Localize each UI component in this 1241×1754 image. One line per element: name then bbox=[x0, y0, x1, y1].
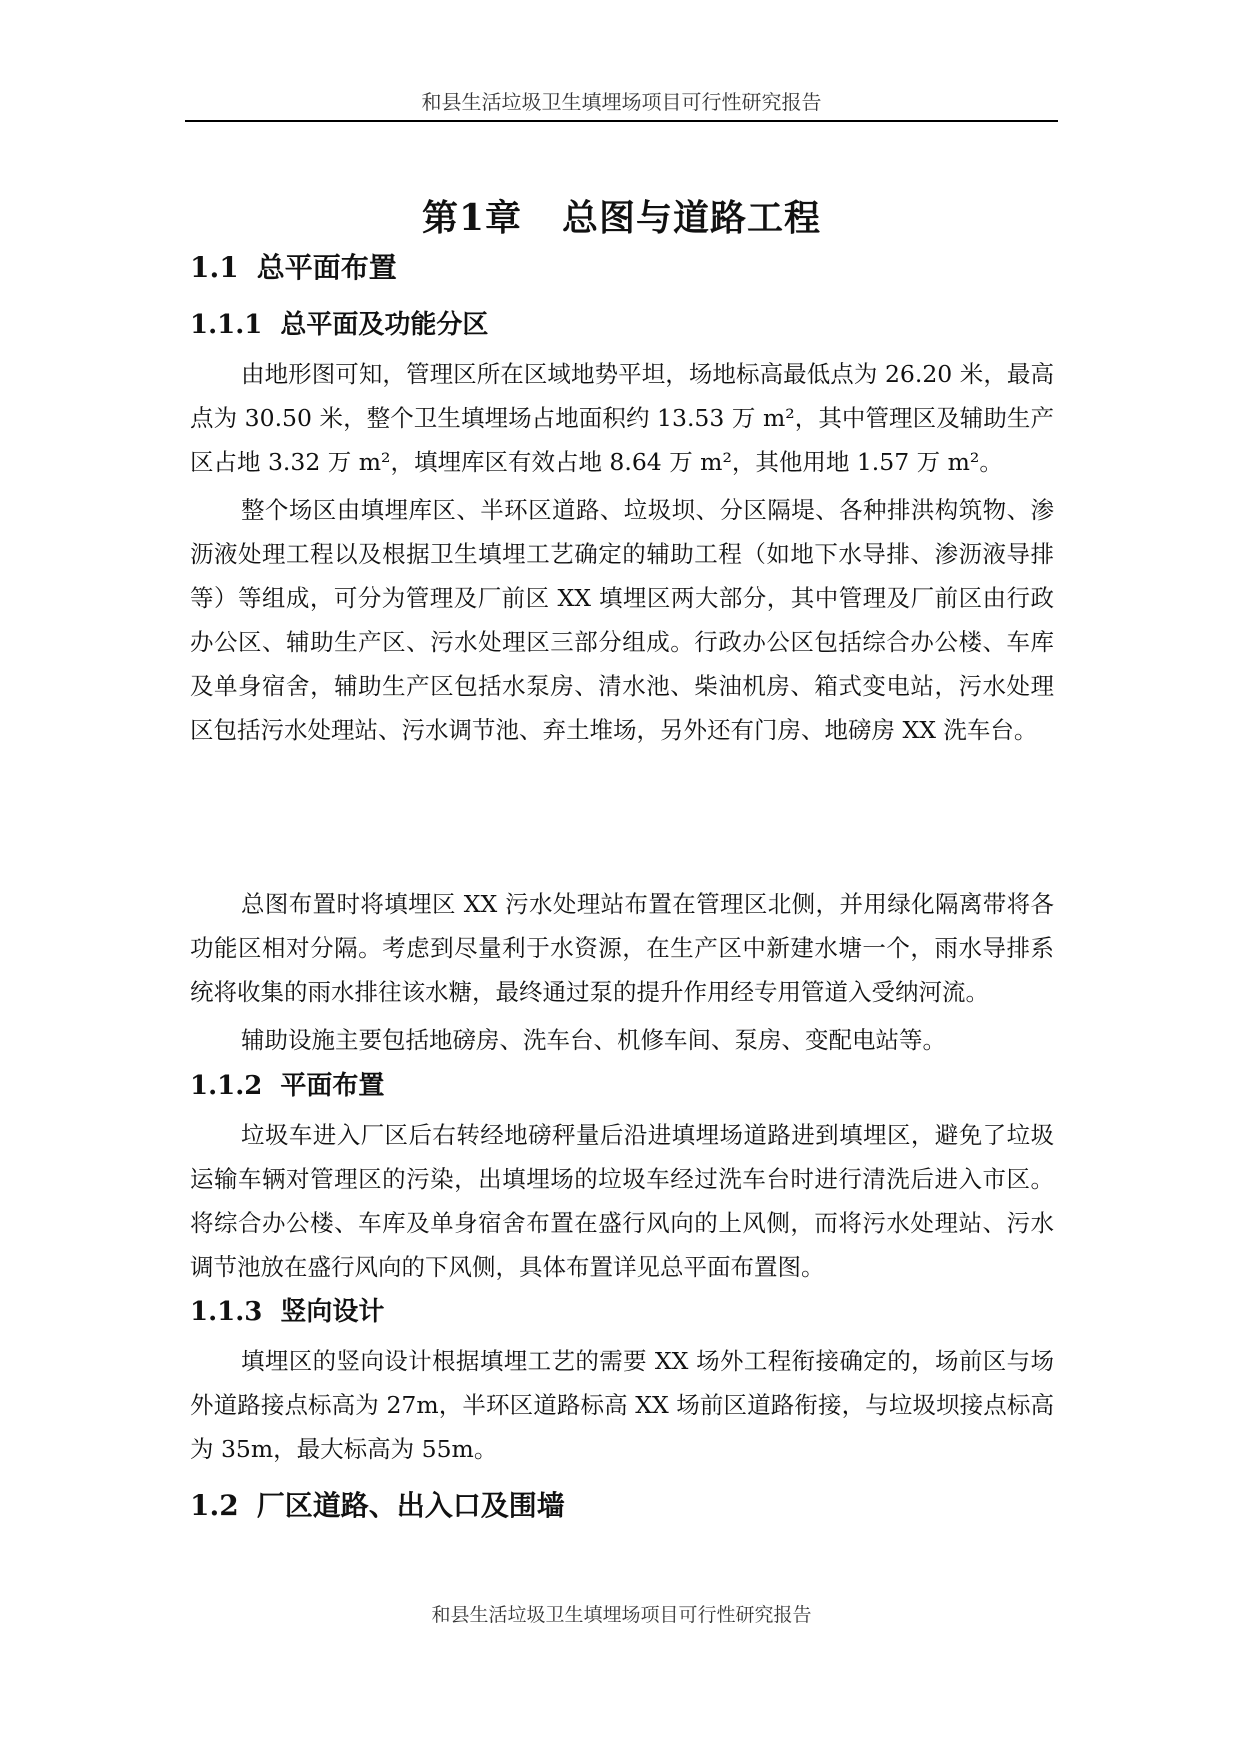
section-title: 平面布置 bbox=[280, 1071, 385, 1101]
paragraph-site-overview: 由地形图可知，管理区所在区域地势平坦，场地标高最低点为 26.20 米，最高点为 30.50 米，整个卫生填埋场占地面积约 13.53 万 m²，其中管理区及辅助生产区占地 3.32 万 m²，填埋库区有效占地 8.64 万 m²，其他用地 1.57 万 m²。 bbox=[190, 360, 1054, 476]
section-number: 1.1 bbox=[190, 251, 239, 284]
section-heading-1-1 bbox=[190, 246, 397, 290]
section-number: 1.1.2 bbox=[190, 1071, 263, 1101]
header-text: 和县生活垃圾卫生填埋场项目可行性研究报告 bbox=[421, 90, 822, 114]
section-heading-1-1-2 bbox=[190, 1066, 384, 1106]
chapter-name: 总图与道路工程 bbox=[562, 197, 822, 239]
section-title: 厂区道路、出入口及围墙 bbox=[256, 1489, 565, 1522]
section-number: 1.2 bbox=[190, 1489, 239, 1522]
paragraph-functional-zones: 整个场区由填埋库区、半环区道路、垃圾坝、分区隔堤、各种排洪构筑物、渗沥液处理工程以及根据卫生填埋工艺确定的辅助工程（如地下水导排、渗沥液导排等）等组成，可分为管理及厂前区 XX 填埋区两大部分，其中管理及厂前区由行政办公区、辅助生产区、污水处理区三部分组成。行政办公区包括综合办公楼、车库及单身宿舍，辅助生产区包括水泵房、清水池、柴油机房、箱式变电站，污水处理区包括污水处理站、污水调节池、弃土堆场，另外还有门房、地磅房 XX 洗车台。 bbox=[190, 496, 1054, 744]
section-title: 总平面布置 bbox=[256, 251, 397, 284]
section-heading-1-1-3 bbox=[190, 1292, 384, 1332]
paragraph-layout-principle: 总图布置时将填埋区 XX 污水处理站布置在管理区北侧，并用绿化隔离带将各功能区相对分隔。考虑到尽量利于水资源，在生产区中新建水塘一个，雨水导排系统将收集的雨水排往该水糖，最终通过泵的提升作用经专用管道入受纳河流。 bbox=[190, 890, 1054, 1006]
section-heading-1-2 bbox=[190, 1484, 565, 1528]
section-number: 1.1.1 bbox=[190, 310, 263, 340]
page-header bbox=[185, 86, 1058, 122]
paragraph-auxiliary-facilities: 辅助设施主要包括地磅房、洗车台、机修车间、泵房、变配电站等。 bbox=[241, 1026, 946, 1054]
section-number: 1.1.3 bbox=[190, 1297, 263, 1327]
chapter-number: 第1章 bbox=[421, 197, 523, 239]
section-title: 总平面及功能分区 bbox=[280, 310, 489, 340]
footer-text: 和县生活垃圾卫生填埋场项目可行性研究报告 bbox=[431, 1604, 812, 1626]
section-heading-1-1-1 bbox=[190, 305, 488, 345]
chapter-title bbox=[185, 190, 1058, 246]
section-title: 竖向设计 bbox=[280, 1297, 385, 1327]
paragraph-plan-layout: 垃圾车进入厂区后右转经地磅秤量后沿进填埋场道路进到填埋区，避免了垃圾运输车辆对管理区的污染，出填埋场的垃圾车经过洗车台时进行清洗后进入市区。将综合办公楼、车库及单身宿舍布置在盛行风向的上风侧，而将污水处理站、污水调节池放在盛行风向的下风侧，具体布置详见总平面布置图。 bbox=[190, 1121, 1054, 1281]
paragraph-vertical-design: 填埋区的竖向设计根据填埋工艺的需要 XX 场外工程衔接确定的，场前区与场外道路接点标高为 27m，半环区道路标高 XX 场前区道路衔接，与垃圾坝接点标高为 35m，最大标高为 55m。 bbox=[190, 1347, 1054, 1463]
page-footer bbox=[185, 1600, 1058, 1630]
